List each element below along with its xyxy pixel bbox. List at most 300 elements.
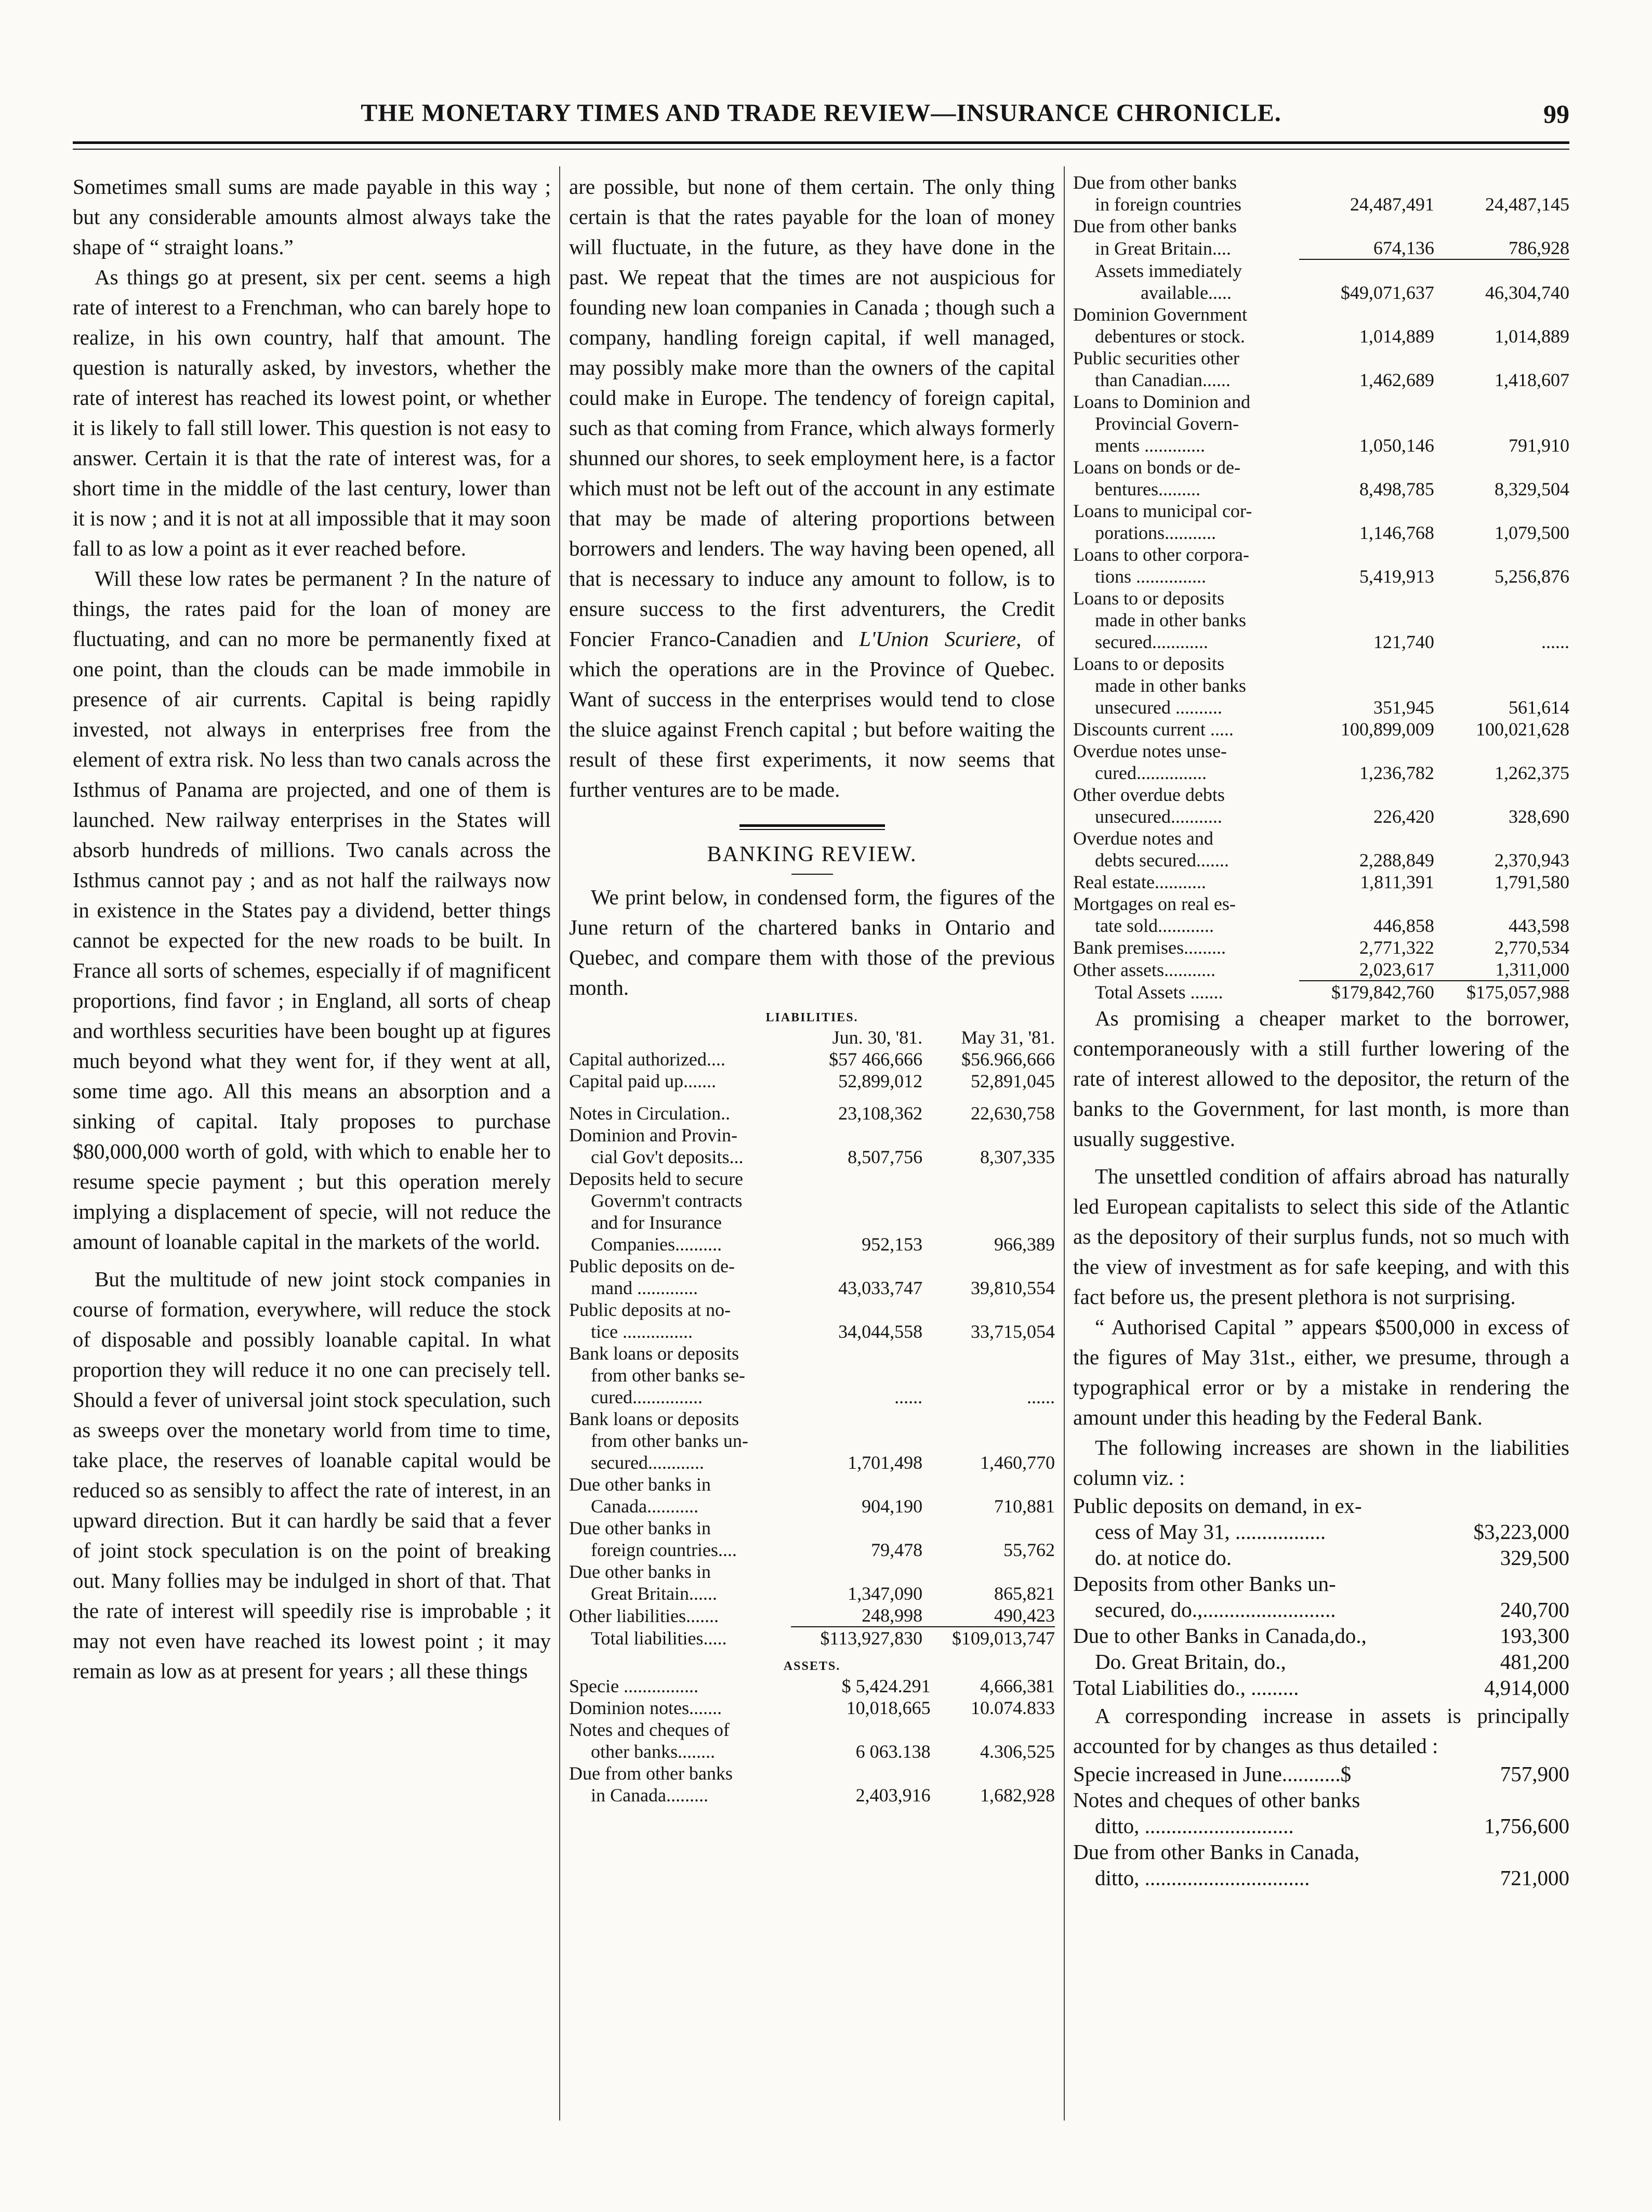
- table-row: [1073, 675, 1569, 696]
- row-label: Overdue notes unse-: [1073, 741, 1227, 761]
- row-label: Due other banks in: [569, 1518, 711, 1538]
- row-label: in Canada.........: [591, 1785, 708, 1806]
- value-jun: 446,858: [1373, 915, 1434, 936]
- row-label: Other liabilities.......: [569, 1605, 719, 1626]
- row-label: tions ...............: [1095, 566, 1207, 587]
- table-row: [569, 1048, 1055, 1070]
- row-label: bentures.........: [1095, 479, 1200, 499]
- table-row: [569, 1517, 1055, 1539]
- value-jun: [1299, 784, 1434, 806]
- row-label: Loans to Dominion and: [1073, 391, 1250, 412]
- paragraph: As things go at present, six per cent. seems a high rate of interest to a Frenchman, who can barely hope to realize, in his own country, half that amount. The question is naturally asked, by investors, whether the rate of interest has reached its lowest point, or whether it is likely to fall still lower. This question is not easy to answer. Certain it is that the rate of interest was, for a short time in the middle of the last century, lower than it is now ; and it is not at all impossible that it may soon fall to as low a point as it ever reached before.: [73, 265, 551, 560]
- value-may: 1,791,580: [1495, 872, 1569, 892]
- row-label: Public deposits at no-: [569, 1299, 731, 1320]
- table-row: [1073, 413, 1569, 434]
- value-may: [922, 1168, 1055, 1190]
- value-may: [931, 1719, 1055, 1741]
- value-jun: [1299, 413, 1434, 434]
- table-row: [1073, 391, 1569, 413]
- row-value: [1456, 1787, 1569, 1813]
- value-jun: [1299, 587, 1434, 609]
- value-jun: [791, 1342, 922, 1364]
- row-label: from other banks se-: [591, 1365, 745, 1386]
- table-row: [569, 1146, 1055, 1168]
- value-may: 33,715,054: [971, 1321, 1055, 1342]
- value-jun: 1,347,090: [848, 1583, 923, 1604]
- table-cell: [791, 1092, 922, 1102]
- value-jun: 43,033,747: [838, 1278, 923, 1298]
- table-row: [1073, 696, 1569, 718]
- value-may: [922, 1299, 1055, 1321]
- table-row: [569, 1561, 1055, 1583]
- value-may: [922, 1212, 1055, 1233]
- value-may: 865,821: [994, 1583, 1055, 1604]
- value-may: [922, 1561, 1055, 1583]
- row-label: Total liabilities.....: [591, 1628, 727, 1649]
- row-label: unsecured ..........: [1095, 697, 1222, 718]
- header-rule-thin: [73, 149, 1569, 150]
- value-may: [922, 1430, 1055, 1452]
- column-3: [1073, 172, 1569, 1891]
- value-jun: [791, 1299, 922, 1321]
- value-jun: [791, 1255, 922, 1277]
- value-may: 55,762: [1003, 1539, 1055, 1560]
- row-label: cured...............: [591, 1387, 703, 1407]
- column-header-may: May 31, '81.: [961, 1027, 1055, 1048]
- row-label: made in other banks: [1095, 675, 1246, 696]
- row-value: 721,000: [1500, 1866, 1569, 1890]
- row-label: Mortgages on real es-: [1073, 893, 1236, 914]
- row-label: Due from other banks: [569, 1763, 733, 1784]
- section-heading: BANKING REVIEW.: [707, 842, 917, 866]
- value-may: [922, 1408, 1055, 1430]
- column-divider: [1064, 166, 1065, 2121]
- paragraph: “ Authorised Capital ” appears $500,000 in excess of the figures of May 31st., either, we presume, through a typographical error or by a mistake in rendering the amount under this heading by the Federal Bank.: [1073, 1315, 1569, 1429]
- total-assets-row: [1073, 981, 1569, 1003]
- row-label: Notes and cheques of: [569, 1719, 730, 1740]
- table-row: [569, 1321, 1055, 1342]
- value-jun: 351,945: [1373, 697, 1434, 718]
- table-row: [1073, 1519, 1569, 1545]
- row-label: Due from other Banks in Canada,: [1073, 1840, 1360, 1864]
- row-label: and for Insurance: [591, 1212, 722, 1233]
- total-liabilities-row: [569, 1627, 1055, 1649]
- table-row: [1073, 784, 1569, 806]
- table-row: [569, 1386, 1055, 1408]
- value-jun: 6 063.138: [855, 1741, 931, 1762]
- value-may: 443,598: [1509, 915, 1569, 936]
- publication-title: THE MONETARY TIMES AND TRADE REVIEW—INSURANCE CHRONICLE.: [361, 99, 1281, 127]
- row-label: in foreign countries: [1095, 194, 1241, 215]
- value-may: [1434, 413, 1569, 434]
- value-may: 490,423: [994, 1605, 1055, 1626]
- table-row: [569, 1430, 1055, 1452]
- value-jun: 10,018,665: [846, 1697, 931, 1718]
- value-jun: [1299, 391, 1434, 413]
- row-value: 757,900: [1500, 1762, 1569, 1786]
- value-may: [1434, 675, 1569, 696]
- section-rule: [791, 874, 833, 875]
- paragraph: Will these low rates be permanent ? In the nature of things, the rates paid for the loan of money are fluctuating, and can no more be permanently fixed at one point, than the clouds can be made immobile in presence of air currents. Capital is being rapidly invested, not always in enterprises free from the element of extra risk. No less than two canals across the Isthmus of Panama are projected, and one of them is launched. New railway enterprises in the States will absorb hundreds of millions. Two canals across the Isthmus cannot pay ; and as not half the railways now in existence in the States pay a dividend, better things cannot be expected for the new roads to be built. In France all sorts of schemes, especially if of magnificent proportions, find favor ; in England, all sorts of cheap and worthless securities have been bought up at figures much beyond what they went for, if they went at all, some time ago. All this means an absorption and a sinking of capital. Italy proposes to purchase $80,000,000 worth of gold, with which to enable her to resume specie payment ; but this operation merely implying a displacement of specie, will not reduce the amount of loanable capital in the markets of the world.: [73, 567, 551, 1254]
- row-label: Loans to other corpora-: [1073, 544, 1249, 565]
- table-row: [1073, 1571, 1569, 1597]
- value-jun: 2,023,617: [1359, 959, 1434, 980]
- table-row: [1073, 304, 1569, 325]
- table-row: [1073, 325, 1569, 347]
- value-may: [1434, 653, 1569, 675]
- row-label: Companies..........: [591, 1234, 722, 1255]
- value-may: 786,928: [1509, 238, 1569, 258]
- value-may: [922, 1517, 1055, 1539]
- section-rule: [739, 829, 885, 830]
- row-label: Total Assets .......: [1095, 982, 1223, 1003]
- value-jun: 1,050,146: [1359, 435, 1434, 456]
- row-label: other banks........: [591, 1741, 715, 1762]
- value-may: 5,256,876: [1495, 566, 1569, 587]
- column-header-jun: Jun. 30, '81.: [832, 1027, 923, 1048]
- value-may: [1434, 456, 1569, 478]
- table-row: [569, 1364, 1055, 1386]
- value-jun: [1299, 500, 1434, 522]
- value-may: 2,770,534: [1495, 937, 1569, 958]
- value-jun: [800, 1719, 931, 1741]
- row-label: Specie ................: [569, 1676, 698, 1696]
- row-label: Capital authorized....: [569, 1049, 725, 1070]
- value-may: 1,014,889: [1495, 326, 1569, 347]
- row-label: from other banks un-: [591, 1430, 748, 1451]
- value-may: 39,810,554: [971, 1278, 1055, 1298]
- column-divider: [559, 166, 560, 2121]
- row-label: porations...........: [1095, 522, 1216, 543]
- row-label: Due other banks in: [569, 1561, 711, 1582]
- table-row: [569, 1212, 1055, 1233]
- row-label: Discounts current .....: [1073, 719, 1234, 740]
- value-jun: 248,998: [862, 1605, 923, 1626]
- row-label: Dominion notes.......: [569, 1697, 722, 1718]
- table-row: [569, 1539, 1055, 1561]
- value-may: [922, 1342, 1055, 1364]
- liability-increases-table: [1073, 1493, 1569, 1701]
- table-row: [569, 1675, 1055, 1697]
- value-jun: [791, 1408, 922, 1430]
- value-may: [1434, 609, 1569, 631]
- table-row: [1073, 937, 1569, 958]
- value-may: 24,487,145: [1485, 194, 1569, 215]
- value-jun: 8,507,756: [848, 1147, 923, 1167]
- value-jun: [1299, 653, 1434, 675]
- table-row: [1073, 718, 1569, 740]
- table-cell: [1434, 260, 1569, 282]
- table-row: [569, 1070, 1055, 1092]
- value-may: 46,304,740: [1485, 282, 1569, 303]
- value-jun: [1299, 740, 1434, 762]
- value-jun: 1,701,498: [848, 1452, 923, 1473]
- table-row: [569, 1092, 1055, 1102]
- row-value: [1456, 1839, 1569, 1865]
- row-label: Other overdue debts: [1073, 784, 1225, 805]
- value-may: 8,329,504: [1495, 479, 1569, 499]
- page-header: [73, 99, 1569, 135]
- value-may: 561,614: [1509, 697, 1569, 718]
- paragraph: As promising a cheaper market to the borrower, contemporaneously with a still further lowering of the rate of interest allowed to the depositor, the return of the banks to the Government, for last month, is more than usually suggestive.: [1073, 1006, 1569, 1151]
- row-label: mand .............: [591, 1278, 698, 1298]
- row-label: Dominion Government: [1073, 304, 1247, 325]
- value-may: [922, 1473, 1055, 1495]
- paragraph: [569, 172, 1055, 805]
- table-row: [1073, 172, 1569, 193]
- row-label: secured, do.,.........................: [1095, 1598, 1336, 1622]
- row-label: available.....: [1141, 282, 1232, 303]
- value-jun: [791, 1168, 922, 1190]
- table-row: [569, 1719, 1055, 1741]
- row-value: 1,756,600: [1484, 1814, 1569, 1838]
- row-label: secured............: [1095, 631, 1208, 652]
- row-label: cured...............: [1095, 762, 1207, 783]
- value-jun: 952,153: [862, 1234, 923, 1255]
- value-jun: $ 5,424.291: [841, 1676, 931, 1696]
- row-value: 193,300: [1500, 1624, 1569, 1648]
- table-row: [569, 1583, 1055, 1604]
- table-row: [1073, 1623, 1569, 1649]
- table-row: [1073, 1865, 1569, 1891]
- table-row: [1073, 215, 1569, 237]
- value-jun: [791, 1473, 922, 1495]
- value-may: 966,389: [994, 1234, 1055, 1255]
- value-may: [1434, 215, 1569, 237]
- table-row: [1073, 369, 1569, 391]
- value-jun: 904,190: [862, 1496, 923, 1517]
- value-jun: 226,420: [1373, 806, 1434, 827]
- table-row: [1073, 522, 1569, 544]
- value-jun: 24,487,491: [1350, 194, 1434, 215]
- value-may: 328,690: [1509, 806, 1569, 827]
- assets-rows: [1073, 172, 1569, 259]
- value-may: 1,418,607: [1495, 370, 1569, 390]
- table-row: [569, 1762, 1055, 1784]
- row-label: Deposits held to secure: [569, 1168, 743, 1189]
- row-label: debentures or stock.: [1095, 326, 1245, 347]
- row-label: Public deposits on demand, in ex-: [1073, 1494, 1362, 1518]
- table-row: [569, 1255, 1055, 1277]
- table-row: [1073, 1649, 1569, 1675]
- row-label: tice ...............: [591, 1321, 693, 1342]
- row-label: Notes in Circulation..: [569, 1103, 730, 1124]
- row-label: Loans to or deposits: [1073, 653, 1224, 674]
- row-label: secured............: [591, 1452, 704, 1473]
- row-label: Bank loans or deposits: [569, 1408, 739, 1429]
- value-jun: 100,899,009: [1340, 719, 1434, 740]
- row-label: Loans to or deposits: [1073, 588, 1224, 609]
- row-label: Overdue notes and: [1073, 828, 1213, 849]
- header-rule: [73, 141, 1569, 144]
- row-label: Great Britain......: [591, 1583, 717, 1604]
- value-may: $109,013,747: [952, 1628, 1055, 1649]
- table-row: [1073, 827, 1569, 849]
- row-label: Due from other banks: [1073, 172, 1237, 193]
- value-may: 710,881: [994, 1496, 1055, 1517]
- column-1: [73, 172, 551, 1686]
- value-may: [1434, 500, 1569, 522]
- row-label: Capital paid up.......: [569, 1071, 716, 1091]
- assets-rows: [1073, 304, 1569, 981]
- table-row: [1073, 193, 1569, 215]
- value-may: 22,630,758: [971, 1103, 1055, 1124]
- page-number: 99: [1543, 99, 1569, 128]
- value-may: [1434, 391, 1569, 413]
- value-may: [1434, 304, 1569, 325]
- value-jun: [791, 1212, 922, 1233]
- value-jun: 1,236,782: [1359, 762, 1434, 783]
- value-may: [1434, 827, 1569, 849]
- row-label: debts secured.......: [1095, 850, 1229, 871]
- table-row: [569, 1233, 1055, 1255]
- row-value: [1447, 1493, 1569, 1519]
- row-label: Loans on bonds or de-: [1073, 457, 1240, 478]
- table-row: [569, 1299, 1055, 1321]
- value-may: [1434, 893, 1569, 915]
- value-may: [1434, 544, 1569, 565]
- table-row: [569, 1741, 1055, 1762]
- row-label: unsecured...........: [1095, 806, 1222, 827]
- value-may: $175,057,988: [1466, 982, 1569, 1003]
- value-may: $56.966,666: [961, 1049, 1055, 1070]
- table-row: [569, 1408, 1055, 1430]
- table-row: [1073, 478, 1569, 500]
- value-jun: 52,899,012: [838, 1071, 923, 1091]
- value-jun: [1299, 304, 1434, 325]
- value-jun: [1299, 609, 1434, 631]
- value-jun: 5,419,913: [1359, 566, 1434, 587]
- row-label: Notes and cheques of other banks: [1073, 1788, 1360, 1812]
- value-may: 100,021,628: [1476, 719, 1569, 740]
- row-label: Bank loans or deposits: [569, 1343, 739, 1364]
- row-label: Due from other banks: [1073, 216, 1237, 236]
- value-may: 1,460,770: [980, 1452, 1055, 1473]
- value-jun: [791, 1517, 922, 1539]
- value-may: [1434, 172, 1569, 193]
- table-row: [569, 1473, 1055, 1495]
- table-header-row: [569, 1026, 1055, 1048]
- paragraph: The unsettled condition of affairs abroad has naturally led European capitalists to select this side of the Atlantic as the depository of their surplus funds, not so much with the view of investment as for safe keeping, and with this fact before us, the present plethora is not surprising.: [1073, 1164, 1569, 1309]
- row-label: Other assets...........: [1073, 959, 1215, 980]
- row-label: Provincial Govern-: [1095, 413, 1239, 434]
- table-row: [569, 1604, 1055, 1627]
- row-label: ments .............: [1095, 435, 1205, 456]
- row-label: Due other banks in: [569, 1474, 711, 1495]
- assets-table-part1: [569, 1675, 1055, 1806]
- row-label: cial Gov't deposits...: [591, 1147, 744, 1167]
- table-row: [1073, 871, 1569, 893]
- value-jun: [1299, 827, 1434, 849]
- table-row: [1073, 1787, 1569, 1813]
- row-label: Do. Great Britain, do.,: [1095, 1650, 1286, 1674]
- table-row: [1073, 849, 1569, 871]
- row-label: Dominion and Provin-: [569, 1125, 737, 1146]
- row-label: Loans to municipal cor-: [1073, 501, 1252, 521]
- paragraph: But the multitude of new joint stock companies in course of formation, everywhere, will reduce the stock of disposable and possibly loanable capital. In what proportion they will reduce it no one can precisely tell. Should a fever of universal joint stock speculation, such as sweeps over the monetary world from time to time, take place, the reserves of loanable capital would be reduced so as sensibly to affect the rate of interest, in an upward direction. But it can hardly be said that a fever of joint stock speculation is on the point of breaking out. Many follies may be indulged in short of that. That the rate of interest will speedily rise is improbable ; it may not even have reached its lowest point ; it may remain as low as at present for years ; all these things: [73, 1267, 551, 1683]
- row-label: Public securities other: [1073, 348, 1239, 368]
- value-may: [1434, 784, 1569, 806]
- row-label: made in other banks: [1095, 610, 1246, 630]
- table-row: [1073, 1839, 1569, 1865]
- table-row: [1073, 456, 1569, 478]
- paragraph: We print below, in condensed form, the figures of the June return of the chartered banks in Ontario and Quebec, and compare them with those of the previous month.: [569, 885, 1055, 999]
- row-value: 329,500: [1500, 1546, 1569, 1570]
- paragraph: Sometimes small sums are made payable in this way ; but any considerable amounts almost always take the shape of “ straight loans.”: [73, 175, 551, 259]
- value-may: 8,307,335: [980, 1147, 1055, 1167]
- table-row: [1073, 1675, 1569, 1701]
- value-may: ......: [1027, 1387, 1055, 1407]
- row-value: 481,200: [1500, 1650, 1569, 1674]
- value-jun: 1,014,889: [1359, 326, 1434, 347]
- row-label: Specie increased in June...........$: [1073, 1762, 1352, 1786]
- table-row: [569, 1277, 1055, 1299]
- table-cell: [922, 1092, 1055, 1102]
- row-label: do. at notice do.: [1095, 1546, 1232, 1570]
- assets-rows: [569, 1675, 1055, 1806]
- row-label: foreign countries....: [591, 1539, 737, 1560]
- value-jun: $179,842,760: [1331, 982, 1434, 1003]
- value-may: 4.306,525: [980, 1741, 1055, 1762]
- table-row: [1073, 1813, 1569, 1839]
- liabilities-heading: LIABILITIES.: [765, 1011, 858, 1024]
- table-row: [1073, 762, 1569, 784]
- asset-increases-table: [1073, 1761, 1569, 1891]
- row-label: Due to other Banks in Canada,do.,: [1073, 1624, 1367, 1648]
- value-may: 1,262,375: [1495, 762, 1569, 783]
- row-label: in Great Britain....: [1095, 238, 1231, 259]
- row-value: 4,914,000: [1484, 1676, 1569, 1700]
- value-jun: [791, 1190, 922, 1212]
- table-row: [1073, 544, 1569, 565]
- table-row: [1073, 500, 1569, 522]
- column-2: [569, 172, 1055, 1806]
- value-may: 1,311,000: [1495, 959, 1569, 980]
- value-jun: 23,108,362: [838, 1103, 923, 1124]
- table-row: [1073, 434, 1569, 456]
- table-row: [1073, 958, 1569, 981]
- value-jun: 1,462,689: [1359, 370, 1434, 390]
- section-rule: [739, 824, 885, 827]
- value-jun: 8,498,785: [1359, 479, 1434, 499]
- assets-table-part2: [1073, 172, 1569, 1003]
- assets-immediately-available-row: [1073, 282, 1569, 304]
- table-cell: [569, 1092, 791, 1102]
- table-row: [569, 1190, 1055, 1212]
- row-value: $3,223,000: [1473, 1520, 1569, 1544]
- value-jun: 2,771,322: [1359, 937, 1434, 958]
- row-label: tate sold............: [1095, 915, 1214, 936]
- value-jun: 34,044,558: [838, 1321, 923, 1342]
- paragraph-text: are possible, but none of them certain. The only thing certain is that the rates payable for the loan of money will fluctuate, in the future, as they have done in the past. We repeat that the times are not auspicious for founding new loan companies in Canada ; though such a company, handling foreign capital, if well managed, may possibly make more than the owners of the capital could make in Europe. The tendency of foreign capital, such as that coming from France, which always formerly shunned our shores, to seek employment here, is a factor which must not be left out of the account in any estimate that may be made of altering proportions between borrowers and lenders. The way having been opened, all that is necessary to induce any amount to follow, is to ensure success to the first adventurers, the Credit Foncier Franco-Canadien and: [569, 175, 1055, 651]
- row-label: Real estate...........: [1073, 872, 1206, 892]
- table-row: [1073, 631, 1569, 653]
- assets-heading: ASSETS.: [783, 1660, 841, 1673]
- paragraph: The following increases are shown in the liabilities column viz. :: [1073, 1436, 1569, 1490]
- table-row: [569, 1452, 1055, 1473]
- value-jun: ......: [894, 1387, 923, 1407]
- liabilities-table: [569, 1026, 1055, 1649]
- table-row: [1073, 609, 1569, 631]
- row-label: Governm't contracts: [591, 1190, 743, 1211]
- table-row: [1073, 565, 1569, 587]
- value-jun: [791, 1561, 922, 1583]
- value-jun: [1299, 347, 1434, 369]
- value-jun: [791, 1364, 922, 1386]
- row-label: Public deposits on de-: [569, 1256, 735, 1276]
- value-may: [1434, 587, 1569, 609]
- row-label: Canada...........: [591, 1496, 698, 1517]
